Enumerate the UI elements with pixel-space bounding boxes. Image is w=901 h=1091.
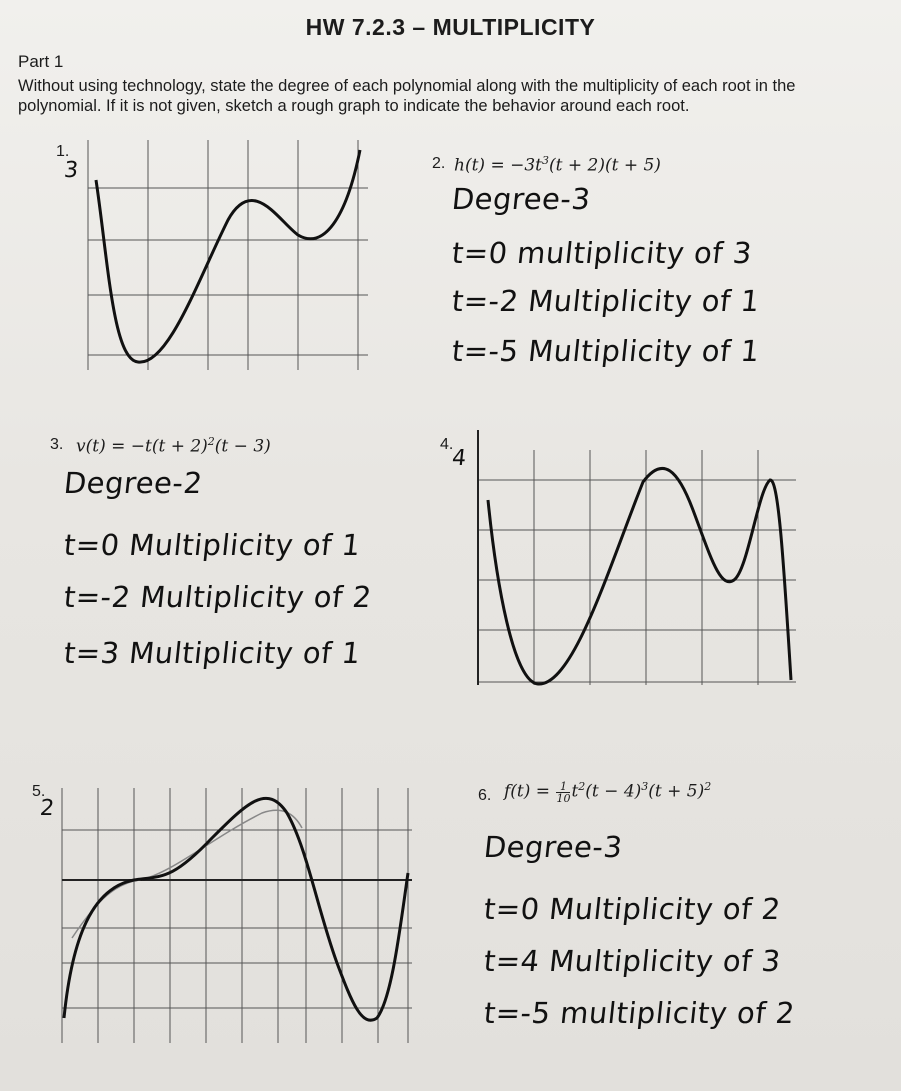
problem-3-line-2: t=-2 Multiplicity of 2 <box>62 580 374 614</box>
problem-4-answer: 4 <box>450 446 468 471</box>
problem-6-eq-part1: t <box>571 781 579 802</box>
problem-3-eq-rest: (t − 3) <box>214 436 271 457</box>
problem-2-eq-rest: (t + 2)(t + 5) <box>549 155 661 176</box>
page-title: HW 7.2.3 – MULTIPLICITY <box>305 14 596 40</box>
problem-1-curve <box>96 150 360 362</box>
problem-4-grid <box>478 430 796 685</box>
problem-4-graph <box>478 430 808 690</box>
problem-6-equation <box>504 780 711 804</box>
problem-1-graph <box>88 140 378 380</box>
problem-5-curve <box>64 798 408 1020</box>
problem-3-exp: 2 <box>207 435 215 448</box>
problem-2-line-2: t=-2 Multiplicity of 1 <box>450 284 762 318</box>
problem-6-line-1: t=0 Multiplicity of 2 <box>482 892 783 926</box>
problem-1-answer: 3 <box>62 158 80 183</box>
problem-2-exp: 3 <box>542 154 549 167</box>
problem-1-grid <box>88 140 368 370</box>
problem-6-eq-lhs: f(t) = <box>504 781 551 802</box>
problem-6-exp1: 2 <box>578 780 586 793</box>
problem-6-fraction <box>556 781 570 804</box>
problem-3-degree: Degree-2 <box>62 466 205 500</box>
problem-5-graph <box>62 788 422 1048</box>
problem-6-eq-part3: (t + 5) <box>648 781 705 802</box>
problem-4-curve <box>488 468 791 684</box>
problem-6-exp3: 2 <box>704 780 712 793</box>
problem-6-line-2: t=4 Multiplicity of 3 <box>482 944 783 978</box>
problem-2-degree: Degree-3 <box>450 182 593 216</box>
problem-2-equation <box>454 154 661 176</box>
problem-5-number: 5. <box>32 783 46 800</box>
part-label: Part 1 <box>18 52 64 71</box>
problem-4-number: 4. <box>440 436 454 453</box>
problem-6-degree: Degree-3 <box>482 830 625 864</box>
problem-6-frac-den: 10 <box>556 791 571 805</box>
problem-3-equation <box>76 435 271 457</box>
problem-3-number: 3. <box>50 436 64 453</box>
problem-2-line-1: t=0 multiplicity of 3 <box>450 236 754 270</box>
problem-2-eq-lhs: h(t) = −3t <box>454 155 542 176</box>
problem-6-line-3: t=-5 multiplicity of 2 <box>482 996 797 1030</box>
problem-1-number: 1. <box>56 143 70 160</box>
problem-6-number: 6. <box>478 787 492 804</box>
problem-5-answer: 2 <box>38 796 56 821</box>
problem-2-line-3: t=-5 Multiplicity of 1 <box>450 334 762 368</box>
instructions-text: Without using technology, state the degree of each polynomial along with the multiplicity of each root in the polynomial. If it is not given, sketch a rough graph to indicate the behavior around each root. <box>18 77 796 115</box>
problem-3-eq-lhs: v(t) = −t(t + 2) <box>76 436 208 457</box>
problem-3-line-1: t=0 Multiplicity of 1 <box>62 528 363 562</box>
problem-6-frac-num: 1 <box>559 779 567 793</box>
problem-3-line-3: t=3 Multiplicity of 1 <box>62 636 363 670</box>
problem-2-number: 2. <box>432 155 446 172</box>
problem-5-pencil-curve <box>72 810 302 938</box>
problem-6-exp2: 3 <box>641 780 649 793</box>
problem-6-eq-part2: (t − 4) <box>585 781 642 802</box>
